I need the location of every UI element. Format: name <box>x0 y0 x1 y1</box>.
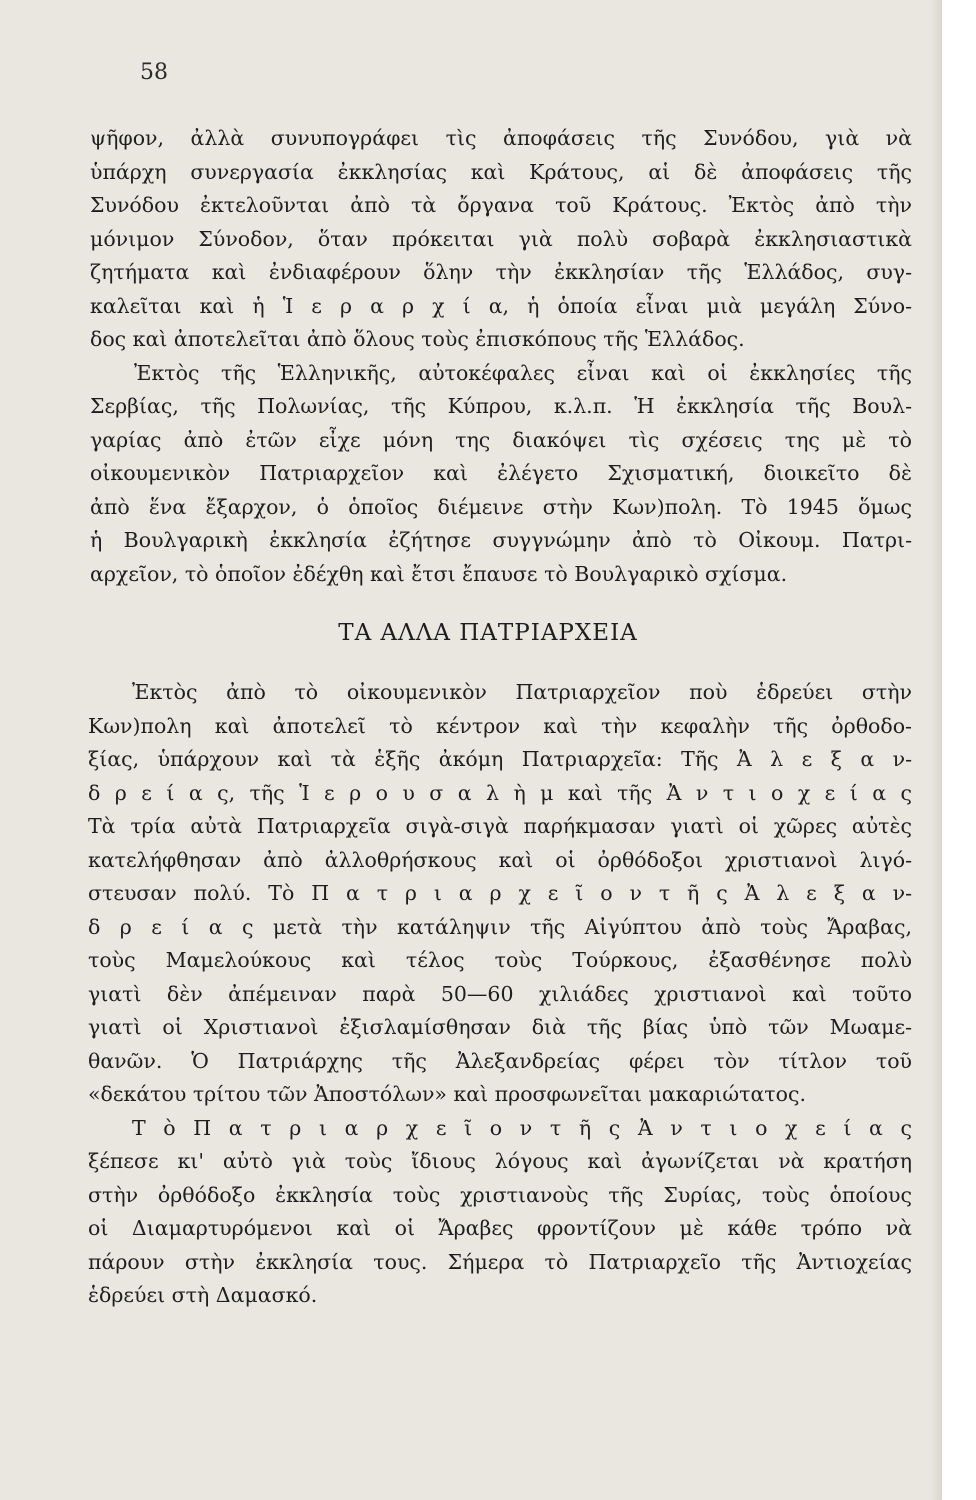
text-line: Σερβίας, τῆς Πολωνίας, τῆς Κύπρου, κ.λ.π. Ἡ ἐκκλησία τῆς Βουλ- <box>90 394 912 418</box>
text-line: γιατὶ οἱ Χριστιανοὶ ἐξισλαμίσθησαν διὰ τῆς βίας ὑπὸ τῶν Μωαμε- <box>88 1015 912 1039</box>
section-heading: ΤΑ ΑΛΛΑ ΠΑΤΡΙΑΡΧΕΙΑ <box>338 620 638 646</box>
text-line: δ ρ ε ί α ς μετὰ τὴν κατάληψιν τῆς Αἰγύπτου ἀπὸ τοὺς Ἄραβας, <box>88 914 912 939</box>
body-text-top <box>90 122 912 591</box>
text-line: ξίας, ὑπάρχουν καὶ τὰ ἑξῆς ἀκόμη Πατριαρχεῖα: Τῆς Ἀ λ ε ξ α ν- <box>88 747 912 771</box>
text-line: ψῆφον, ἀλλὰ συνυπογράφει τὶς ἀποφάσεις τῆς Συνόδου, γιὰ νὰ <box>90 126 912 150</box>
text-line: ὑπάρχη συνεργασία ἐκκλησίας καὶ Κράτους, αἱ δὲ ἀποφάσεις τῆς <box>90 159 912 184</box>
text-line: «δεκάτου τρίτου τῶν Ἀποστόλων» καὶ προσφωνεῖται μακαριώτατος. <box>88 1082 806 1106</box>
text-line: αρχεῖον, τὸ ὁποῖον ἐδέχθη καὶ ἔτσι ἔπαυσε τὸ Βουλγαρικὸ σχίσμα. <box>90 561 788 586</box>
text-line: Κων)πολη καὶ ἀποτελεῖ τὸ κέντρον καὶ τὴν κεφαλὴν τῆς ὀρθοδο- <box>88 713 912 738</box>
text-line: στὴν ὀρθόδοξο ἐκκλησία τοὺς χριστιανοὺς τῆς Συρίας, τοὺς ὁποίους <box>88 1182 912 1207</box>
text-line: γιατὶ δὲν ἀπέμειναν παρὰ 50—60 χιλιάδες χριστιανοὶ καὶ τοῦτο <box>88 981 912 1006</box>
text-line: τοὺς Μαμελούκους καὶ τέλος τοὺς Τούρκους, ἐξασθένησε πολὺ <box>88 948 912 972</box>
text-line: κατελήφθησαν ἀπὸ ἀλλοθρήσκους καὶ οἱ ὀρθόδοξοι χριστιανοὶ λιγό- <box>88 847 912 872</box>
text-line: Ἐκτὸς τῆς Ἑλληνικῆς, αὐτοκέφαλες εἶναι καὶ οἱ ἐκκλησίες τῆς <box>134 360 912 385</box>
text-line: οἰκουμενικὸν Πατριαρχεῖον καὶ ἐλέγετο Σχισματική, διοικεῖτο δὲ <box>90 461 912 485</box>
text-line: γαρίας ἀπὸ ἐτῶν εἶχε μόνη της διακόψει τὶς σχέσεις της μὲ τὸ <box>90 427 912 452</box>
text-line: στευσαν πολύ. Τὸ Π α τ ρ ι α ρ χ ε ῖ ο ν τ ῆ ς Ἀ λ ε ξ α ν- <box>88 881 912 905</box>
page-shadow <box>930 0 942 1500</box>
text-line: μόνιμον Σύνοδον, ὅταν πρόκειται γιὰ πολὺ σοβαρὰ ἐκκλησιαστικὰ <box>90 226 912 251</box>
paragraph-4 <box>88 1112 912 1313</box>
text-line: Ἐκτὸς ἀπὸ τὸ οἰκουμενικὸν Πατριαρχεῖον ποὺ ἑδρεύει στὴν <box>132 680 912 704</box>
text-line: ἡ Βουλγαρικὴ ἐκκλησία ἐζήτησε συγγνώμην ἀπὸ τὸ Οἰκουμ. Πατρι- <box>90 528 912 552</box>
paragraph-3 <box>88 676 912 1112</box>
page-number: 58 <box>140 60 168 85</box>
paragraph-2 <box>90 357 912 592</box>
text-line: Τ ὸ Π α τ ρ ι α ρ χ ε ῖ ο ν τ ῆ ς Ἀ ν τ ι ο χ ε ί α ς <box>132 1115 912 1140</box>
text-line: δ ρ ε ί α ς, τῆς Ἱ ε ρ ο υ σ α λ ὴ μ καὶ τῆς Ἀ ν τ ι ο χ ε ί α ς <box>88 780 912 805</box>
text-line: ζητήματα καὶ ἐνδιαφέρουν ὅλην τὴν ἐκκλησίαν τῆς Ἑλλάδος, συγ- <box>90 260 912 284</box>
text-line: ξέπεσε κι' αὐτὸ γιὰ τοὺς ἴδιους λόγους καὶ ἀγωνίζεται νὰ κρατήση <box>88 1149 912 1173</box>
text-line: Συνόδου ἐκτελοῦνται ἀπὸ τὰ ὄργανα τοῦ Κράτους. Ἐκτὸς ἀπὸ τὴν <box>90 193 912 217</box>
text-line: θανῶν. Ὁ Πατριάρχης τῆς Ἀλεξανδρείας φέρει τὸν τίτλον τοῦ <box>88 1048 912 1073</box>
text-line: Τὰ τρία αὐτὰ Πατριαρχεῖα σιγὰ-σιγὰ παρήκμασαν γιατὶ οἱ χῶρες αὐτὲς <box>88 814 912 838</box>
text-line: οἱ Διαμαρτυρόμενοι καὶ οἱ Ἄραβες φροντίζουν μὲ κάθε τρόπο νὰ <box>88 1216 912 1240</box>
text-line: ἑδρεύει στὴ Δαμασκό. <box>88 1283 318 1307</box>
body-text-bottom <box>88 676 912 1313</box>
text-line: δος καὶ ἀποτελεῖται ἀπὸ ὅλους τοὺς ἐπισκόπους τῆς Ἑλλάδος. <box>90 327 745 351</box>
paragraph-1 <box>90 122 912 357</box>
page-edge <box>942 0 976 1500</box>
text-line: πάρουν στὴν ἐκκλησία τους. Σήμερα τὸ Πατριαρχεῖο τῆς Ἀντιοχείας <box>88 1249 912 1274</box>
text-line: καλεῖται καὶ ἡ Ἱ ε ρ α ρ χ ί α, ἡ ὁποία εἶναι μιὰ μεγάλη Σύνο- <box>90 293 912 318</box>
text-line: ἀπὸ ἕνα ἔξαρχον, ὁ ὁποῖος διέμεινε στὴν Κων)πολη. Τὸ 1945 ὅμως <box>90 494 912 519</box>
